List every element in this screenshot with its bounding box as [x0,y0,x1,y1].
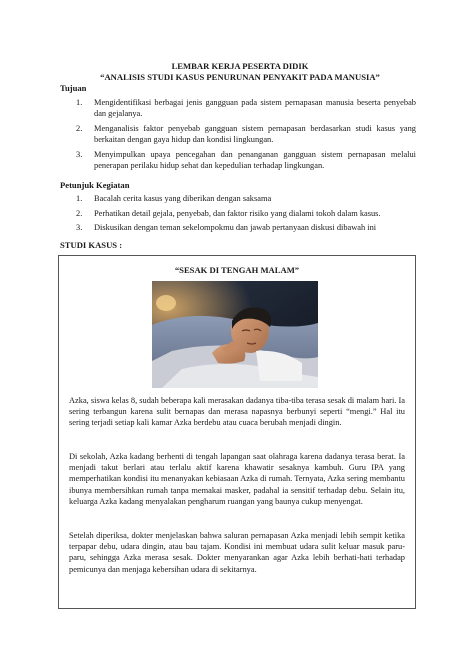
list-item-text: Menyimpulkan upaya pencegahan dan penanganan gangguan sistem pernapasan melalui penerapan perilaku hidup sehat dan kepedulian terhadap lingkungan. [94,149,416,171]
document-subtitle: “ANALISIS STUDI KASUS PENURUNAN PENYAKIT PADA MANUSIA” [100,72,380,82]
tujuan-heading: Tujuan [60,83,87,93]
tujuan-item [76,149,416,171]
list-item-text: Mengidentifikasi berbagai jenis gangguan pada sistem pernapasan manusia beserta penyebab dan gejalanya. [94,98,416,119]
tujuan-item [76,97,416,119]
case-paragraph-3: Setelah diperiksa, dokter menjelaskan bahwa saluran pernapasan Azka menjadi lebih sempit ketika terpapar debu, udara dingin, atau bau tajam. Kondisi ini membuat udara sulit keluar masuk paru-paru, sehingga Azka merasa sesak. Dokter menyarankan agar Azka lebih berhati-hati terhadap pemicunya dan menjaga kebersihan udara di sekitarnya. [69,531,405,574]
list-number: 3. [76,149,83,159]
list-item-text: Menganalisis faktor penyebab gangguan sistem pernapasan berdasarkan studi kasus yang berkaitan dengan gaya hidup dan kondisi lingkungan. [94,123,416,145]
tujuan-list [76,97,416,175]
case-illustration-photo [152,281,318,388]
case-paragraph-1: Azka, siswa kelas 8, sudah beberapa kali merasakan dadanya tiba-tiba terasa sesak di malam hari. Ia sering terbangun karena sulit bernapas dan merasa napasnya berbunyi seperti “mengi.” Hal itu sering terjadi setiap kali kamar Azka berdebu atau cuaca berubah menjadi dingin. [69,396,405,428]
list-number: 2. [76,208,83,218]
petunjuk-item [76,208,421,219]
boy-in-bed-illustration [152,281,318,388]
petunjuk-item [76,222,421,233]
list-number: 3. [76,223,83,233]
case-paragraph-2: Di sekolah, Azka kadang berhenti di tengah lapangan saat olahraga karena dadanya terasa berat. Ia menjadi takut berlari atau terlalu aktif karena khawatir sesaknya kambuh. Guru IPA yang memperhatikan kondisi itu menanyakan kebiasaan Azka di rumah. Ternyata, Azka sering membantu ibunya membersihkan rumah tanpa memakai masker, padahal ia sensitif terhadap debu. Selain itu, keluarga Azka kadang menyalakan pengharum ruangan yang baunya cukup menyengat. [69,452,405,506]
petunjuk-heading: Petunjuk Kegiatan [60,180,130,190]
petunjuk-list [76,193,421,237]
list-item-text: Bacalah cerita kasus yang diberikan dengan saksama [94,194,272,203]
case-study-box [58,255,416,609]
list-item-text: Diskusikan dengan teman sekelompokmu dan jawab pertanyaan diskusi dibawah ini [94,223,377,233]
document-title: LEMBAR KERJA PESERTA DIDIK [171,61,309,71]
list-number: 1. [76,98,83,107]
studi-kasus-heading: STUDI KASUS : [60,240,123,250]
petunjuk-item [76,193,421,204]
list-number: 2. [76,123,83,133]
list-item-text: Perhatikan detail gejala, penyebab, dan faktor risiko yang dialami tokoh dalam kasus. [94,208,381,218]
list-number: 1. [76,194,83,203]
case-title: “SESAK DI TENGAH MALAM” [174,265,300,275]
tujuan-item [76,123,416,145]
